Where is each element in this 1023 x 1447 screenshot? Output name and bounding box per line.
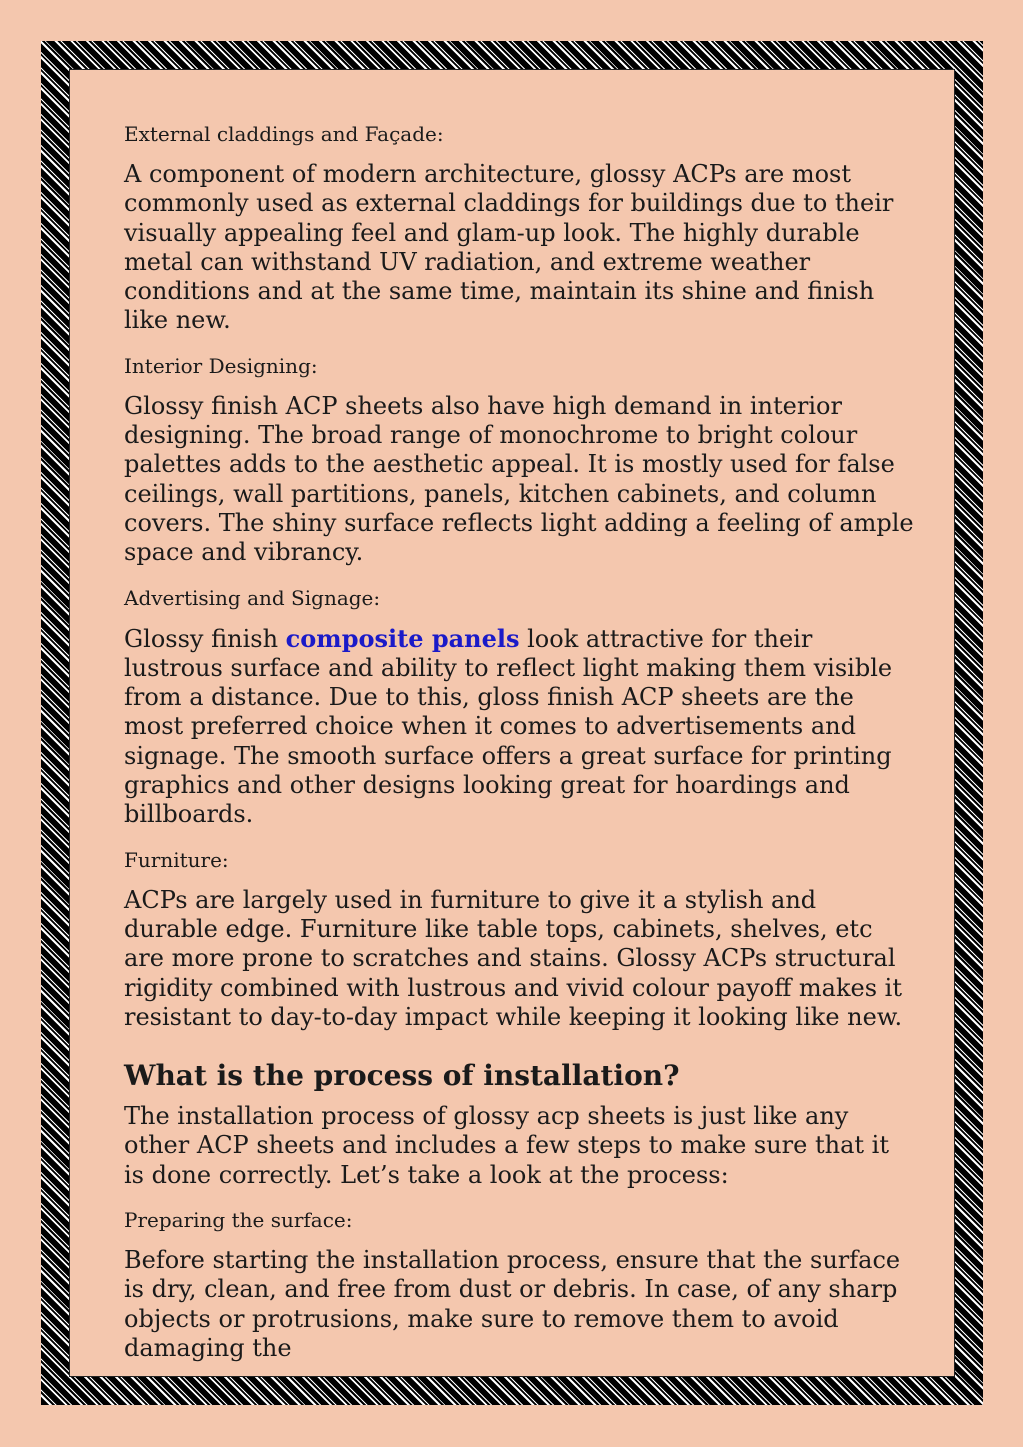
section-body-interior-designing: Glossy finish ACP sheets also have high demand in interior designing. The broad range of monochrome to bright colour palettes adds to the aesthetic appeal. It is mostly used for false ceilings, wall partitions, panels, kitchen cabinets, and column covers. The shiny surface reflects light adding a feeling of ample space and vibrancy. xyxy=(124,391,914,567)
advertising-text-after-link: look attractive for their lustrous surface and ability to reflect light making them visible from a distance. Due to this, gloss finish ACP sheets are the most preferred choice when it comes to advertisements and signage. The smooth surface offers a great surface for printing graphics and other designs looking great for hoardings and billboards. xyxy=(124,624,893,829)
section-subhead-external-claddings: External claddings and Façade: xyxy=(124,122,444,146)
section-body-advertising xyxy=(124,624,914,830)
installation-intro: The installation process of glossy acp sheets is just like any other ACP sheets and includes a few steps to make sure that it is done correctly. Let’s take a look at the process: xyxy=(124,1102,889,1189)
section-body-preparing-surface: Before starting the installation process, ensure that the surface is dry, clean, and free from dust or debris. In case, of any sharp objects or protrusions, make sure to remove them to avoid damaging the xyxy=(124,1246,901,1362)
section-subhead-preparing-surface: Preparing the surface: xyxy=(124,1208,353,1233)
section-subhead-advertising: Advertising and Signage: xyxy=(124,585,381,610)
installation-heading: What is the process of installation? xyxy=(124,1059,680,1093)
section-body-furniture: ACPs are largely used in furniture to give it a stylish and durable edge. Furniture like table tops, cabinets, shelves, etc are more prone to scratches and stains. Glossy ACPs structural rigidity combined with lustrous and vivid colour payoff makes it resistant to day-to-day impact while keeping it looking like new. xyxy=(124,885,903,1031)
section-subhead-interior-designing: Interior Designing: xyxy=(124,353,318,378)
advertising-text-before-link: Glossy finish xyxy=(124,624,286,653)
section-subhead-furniture: Furniture: xyxy=(124,847,229,872)
composite-panels-link[interactable]: composite panels xyxy=(285,623,520,653)
section-body-external-claddings: A component of modern architecture, glossy ACPs are most commonly used as external claddings for buildings due to their visually appealing feel and glam-up look. The highly durable metal can withstand UV radiation, and extreme weather conditions and at the same time, maintain its shine and finish like new. xyxy=(124,160,894,335)
page-content xyxy=(124,120,914,1379)
